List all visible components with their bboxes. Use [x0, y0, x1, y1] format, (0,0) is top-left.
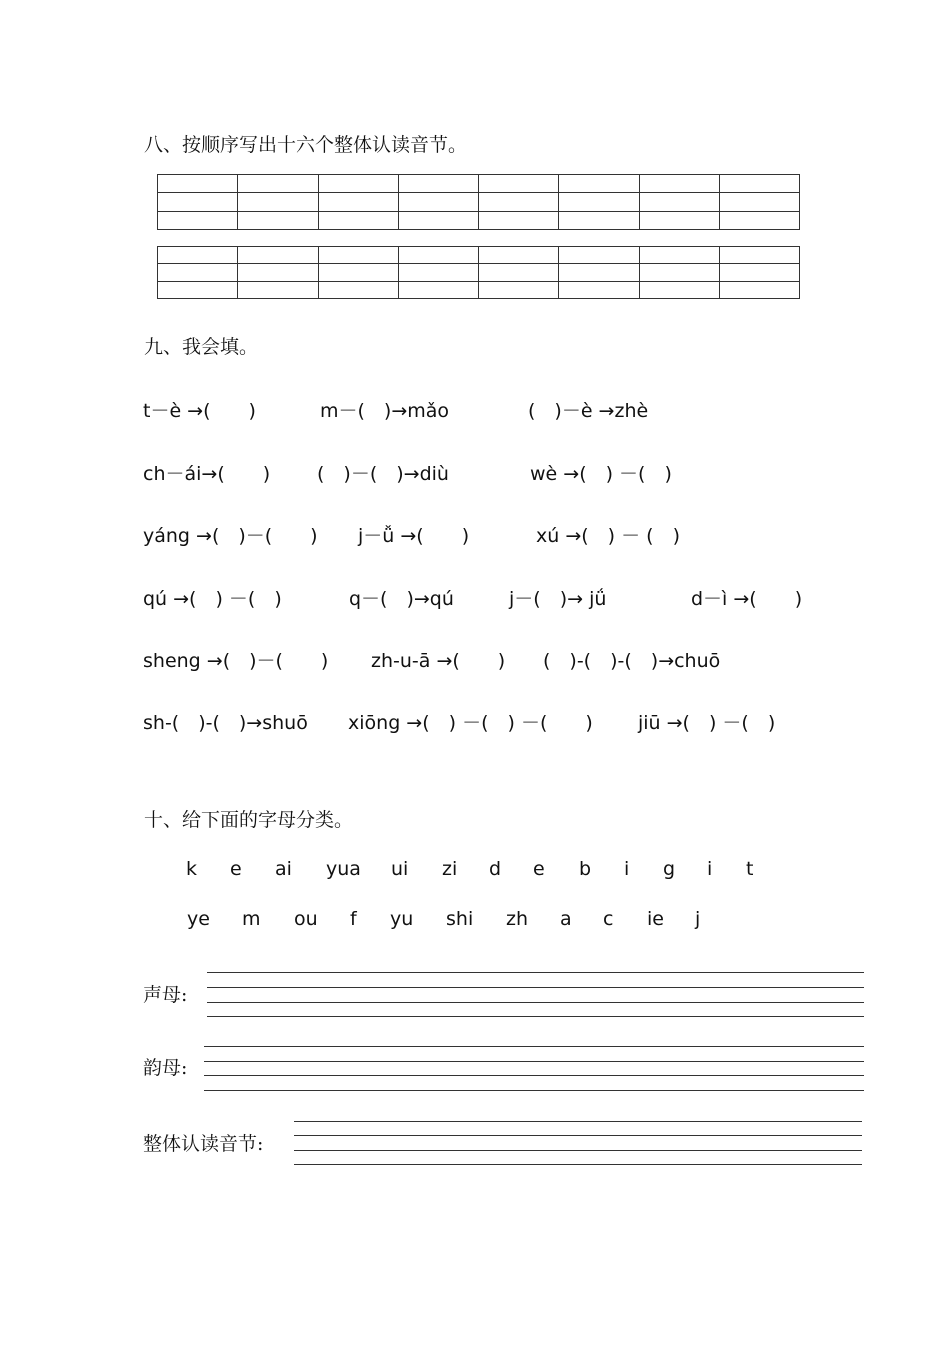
grid-cell[interactable]	[719, 247, 799, 264]
exercise-item: ch－ái→( )	[143, 463, 271, 485]
grid-cell[interactable]	[559, 175, 639, 193]
answer-line[interactable]	[204, 1046, 864, 1047]
answer-line[interactable]	[294, 1135, 862, 1136]
letter: i	[624, 858, 630, 880]
exercise-item: yáng →( )－( )	[143, 525, 318, 547]
grid-cell[interactable]	[398, 247, 478, 264]
letter: ai	[275, 858, 292, 880]
exercise-item: d－ì →( )	[691, 588, 803, 610]
grid-cell[interactable]	[719, 264, 799, 281]
grid-cell[interactable]	[318, 281, 398, 298]
grid-cell[interactable]	[318, 211, 398, 229]
letter: f	[350, 908, 357, 930]
exercise-item: xú →( ) － ( )	[536, 525, 680, 547]
grid-cell[interactable]	[238, 193, 318, 211]
exercise-item: t－è →( )	[143, 400, 256, 422]
grid-cell[interactable]	[639, 264, 719, 281]
grid-cell[interactable]	[719, 175, 799, 193]
grid-cell[interactable]	[158, 211, 238, 229]
letter: yu	[390, 908, 414, 930]
letter: ou	[294, 908, 318, 930]
letter: t	[746, 858, 754, 880]
exercise-item: ( )－( )→diù	[317, 463, 449, 485]
letter: e	[533, 858, 545, 880]
grid-cell[interactable]	[158, 264, 238, 281]
exercise-item: j－ǚ →( )	[358, 525, 470, 547]
grid-cell[interactable]	[158, 175, 238, 193]
exercise-item: jiū →( ) －( )	[638, 712, 776, 734]
answer-line[interactable]	[207, 987, 864, 988]
shengmu-label: 声母:	[143, 984, 188, 1006]
grid-cell[interactable]	[479, 281, 559, 298]
grid-cell[interactable]	[318, 264, 398, 281]
answer-line[interactable]	[207, 1002, 864, 1003]
section-9-title: 九、我会填。	[144, 336, 259, 358]
grid-cell[interactable]	[479, 247, 559, 264]
grid-cell[interactable]	[398, 211, 478, 229]
grid-cell[interactable]	[639, 211, 719, 229]
grid-cell[interactable]	[479, 211, 559, 229]
grid-cell[interactable]	[479, 175, 559, 193]
exercise-item: q－( )→qú	[349, 588, 454, 610]
grid-cell[interactable]	[158, 193, 238, 211]
exercise-item: wè →( ) －( )	[530, 463, 672, 485]
grid-cell[interactable]	[318, 247, 398, 264]
grid-cell[interactable]	[479, 193, 559, 211]
letter: yua	[326, 858, 361, 880]
grid-cell[interactable]	[639, 193, 719, 211]
grid-cell[interactable]	[238, 281, 318, 298]
grid-cell[interactable]	[158, 247, 238, 264]
section-10-title: 十、给下面的字母分类。	[144, 809, 354, 831]
letter: d	[489, 858, 502, 880]
answer-line[interactable]	[204, 1075, 864, 1076]
grid-cell[interactable]	[238, 211, 318, 229]
syllable-grid-1	[157, 174, 800, 230]
grid-cell[interactable]	[639, 281, 719, 298]
exercise-item: ( )－è →zhè	[528, 400, 649, 422]
grid-cell[interactable]	[719, 281, 799, 298]
grid-cell[interactable]	[398, 264, 478, 281]
grid-cell[interactable]	[318, 193, 398, 211]
exercise-item: m－( )→mǎo	[320, 400, 450, 422]
exercise-item: j－( )→ jǘ	[509, 588, 607, 610]
grid-cell[interactable]	[559, 281, 639, 298]
letter: zi	[442, 858, 458, 880]
section-8-title: 八、按顺序写出十六个整体认读音节。	[144, 134, 468, 156]
grid-cell[interactable]	[238, 175, 318, 193]
letter: k	[186, 858, 198, 880]
grid-cell[interactable]	[398, 175, 478, 193]
grid-cell[interactable]	[559, 264, 639, 281]
letter: ie	[647, 908, 664, 930]
answer-line[interactable]	[294, 1164, 862, 1165]
answer-line[interactable]	[204, 1061, 864, 1062]
letter: i	[707, 858, 713, 880]
yunmu-label: 韵母:	[143, 1057, 188, 1079]
answer-line[interactable]	[294, 1150, 862, 1151]
grid-cell[interactable]	[559, 211, 639, 229]
answer-line[interactable]	[204, 1090, 864, 1091]
syllable-grid-2	[157, 246, 800, 299]
answer-line[interactable]	[207, 972, 864, 973]
exercise-item: zh-u-ā →( )	[371, 650, 506, 672]
grid-cell[interactable]	[158, 281, 238, 298]
letter: m	[242, 908, 261, 930]
letter: b	[579, 858, 592, 880]
letter: c	[603, 908, 614, 930]
grid-cell[interactable]	[238, 247, 318, 264]
grid-cell[interactable]	[238, 264, 318, 281]
letter: ui	[391, 858, 409, 880]
grid-cell[interactable]	[639, 175, 719, 193]
exercise-item: qú →( ) －( )	[143, 588, 282, 610]
grid-cell[interactable]	[559, 247, 639, 264]
letter: shi	[446, 908, 474, 930]
exercise-item: sheng →( )－( )	[143, 650, 329, 672]
exercise-item: xiōng →( ) －( ) －( )	[348, 712, 593, 734]
zhengti-label: 整体认读音节:	[143, 1133, 264, 1155]
grid-cell[interactable]	[719, 211, 799, 229]
grid-cell[interactable]	[398, 193, 478, 211]
letter: zh	[506, 908, 529, 930]
letter: e	[230, 858, 242, 880]
letter: g	[663, 858, 676, 880]
grid-cell[interactable]	[318, 175, 398, 193]
grid-cell[interactable]	[559, 193, 639, 211]
letter: j	[695, 908, 701, 930]
grid-cell[interactable]	[398, 281, 478, 298]
grid-cell[interactable]	[639, 247, 719, 264]
grid-cell[interactable]	[479, 264, 559, 281]
letter: ye	[187, 908, 210, 930]
exercise-item: ( )-( )-( )→chuō	[543, 650, 721, 672]
letter: a	[560, 908, 572, 930]
grid-cell[interactable]	[719, 193, 799, 211]
answer-line[interactable]	[207, 1016, 864, 1017]
exercise-item: sh-( )-( )→shuō	[143, 712, 308, 734]
answer-line[interactable]	[294, 1121, 862, 1122]
